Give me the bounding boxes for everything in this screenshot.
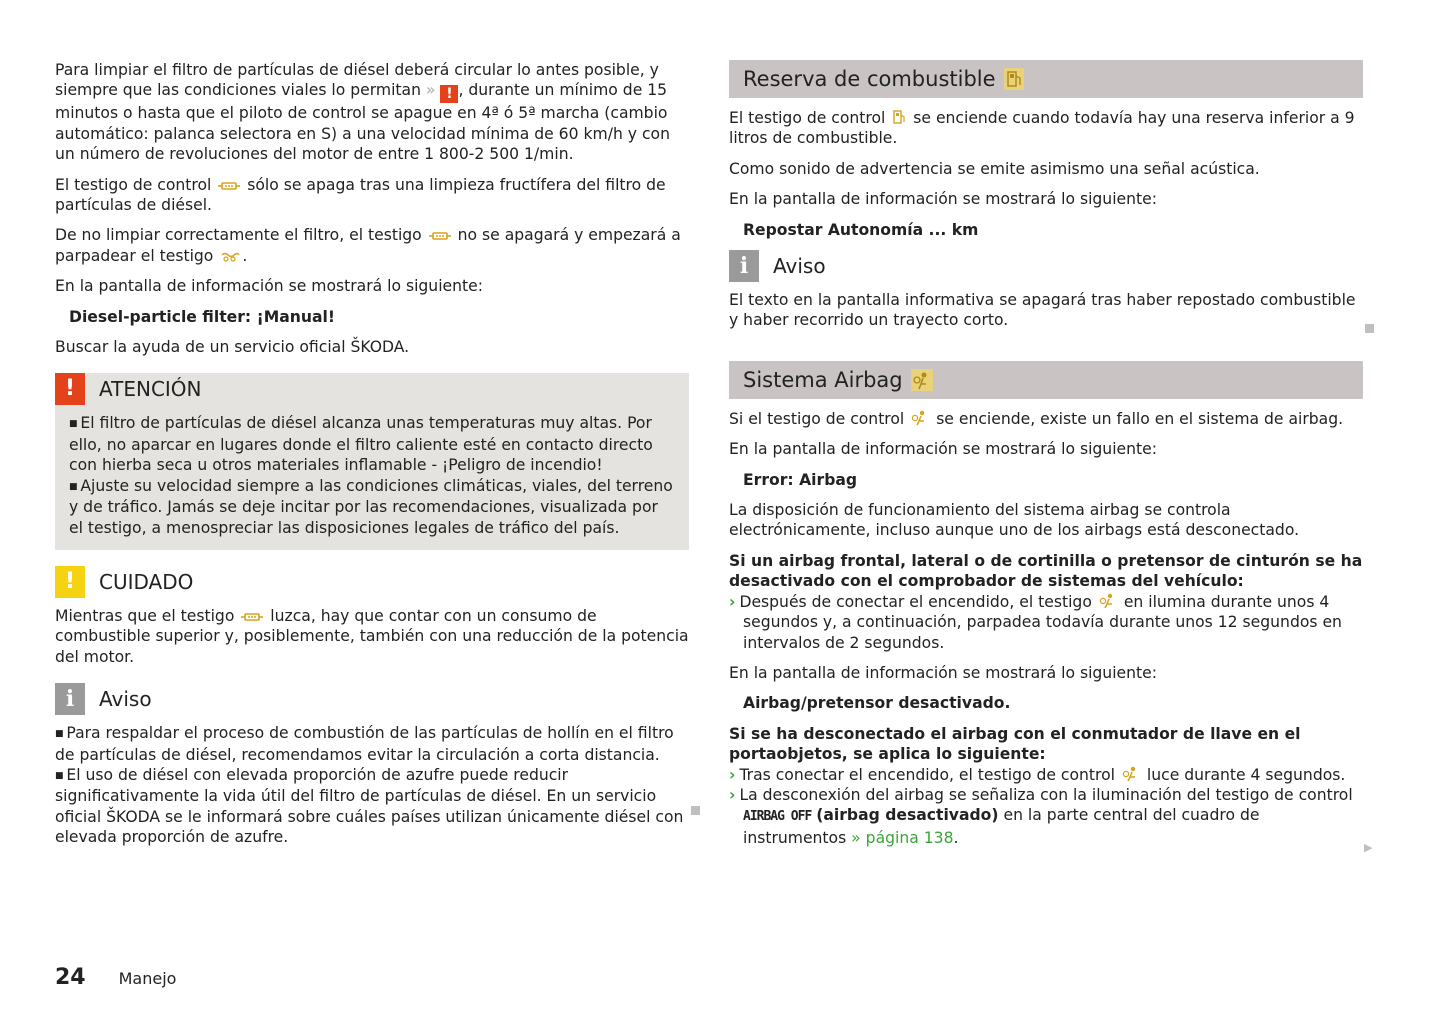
cuidado-title: CUIDADO (99, 569, 194, 594)
chevron-right-icon: › (729, 765, 736, 784)
info-icon: i (55, 683, 85, 715)
step-airbag-off: › La desconexión del airbag se señaliza con la iluminación del testigo de control AIRBAG OFF (airbag desactivado) en la parte central del cuadro de instrumentos » página 138. (729, 785, 1353, 847)
section-title-airbag: Sistema Airbag (743, 367, 903, 392)
paragraph-control-light: El testigo de control sólo se apaga tras una limpieza fructífera del filtro de partículas de diésel. (55, 175, 666, 215)
paragraph-info-display-airbag: En la pantalla de información se mostrará lo siguiente: (729, 440, 1157, 459)
aviso-title-left: Aviso (99, 686, 152, 711)
paragraph-info-display-airbag-2: En la pantalla de información se mostrará lo siguiente: (729, 663, 1157, 682)
airbag-icon (1122, 766, 1140, 782)
aviso-header-right (729, 250, 1363, 282)
paragraph-clean-filter: Para limpiar el filtro de partículas de diésel deberá circular lo antes posible, y siempre que las condiciones viales lo permitan » ! , durante un mínimo de 15 minutos o hasta que el piloto de control se apague en 4ª ó 5ª marcha (cambio automático: palanca selectora en S) a una velocidad mínima de 60 km/h y con un número de revoluciones del motor de entre 1 800-2 500 1/min. (55, 61, 670, 164)
airbag-icon (911, 410, 929, 426)
section-header-fuel-reserve (729, 60, 1363, 98)
page-footer (55, 965, 177, 990)
continue-arrow-icon: ▶ (1364, 841, 1373, 854)
chevron-right-icon: › (729, 592, 736, 611)
diesel-particle-filter-icon (218, 180, 240, 192)
heading-airbag-frontal: Si un airbag frontal, lateral o de cortinilla o pretensor de cinturón se ha desactivado con el comprobador de sistemas del vehículo: (729, 551, 1363, 591)
heading-airbag-key-switch: Si se ha desconectado el airbag con el conmutador de llave en el portaobjetos, se aplica lo siguiente: (729, 724, 1301, 764)
atencion-bullet-1: ■ El filtro de partículas de diésel alcanza unas temperaturas muy altas. Por ello, no aparcar en lugares donde el filtro caliente esté en contacto directo con hierba seca u otros materiales inflamable - ¡Peligro de incendio! (69, 413, 675, 475)
step-airbag-4s: › Tras conectar el encendido, el testigo de control luce durante 4 segundos. (729, 765, 1346, 784)
cuidado-header (55, 566, 689, 598)
paragraph-fuel-light: El testigo de control se enciende cuando todavía hay una reserva inferior a 9 litros de combustible. (729, 109, 1355, 148)
warning-exclamation-icon: ! (440, 85, 458, 103)
atencion-header (55, 373, 675, 405)
paragraph-info-display: En la pantalla de información se mostrará lo siguiente: (55, 277, 483, 296)
page-number: 24 (55, 965, 86, 990)
aviso-box-left (55, 683, 689, 847)
aviso-title-right: Aviso (773, 253, 826, 278)
atencion-body (55, 413, 675, 537)
paragraph-acoustic: Como sonido de advertencia se emite asimismo una señal acústica. (729, 159, 1260, 178)
display-message-airbag-deactivated: Airbag/pretensor desactivado. (743, 694, 1011, 713)
paragraph-incorrect-cleaning: De no limpiar correctamente el filtro, el testigo no se apagará y empezará a parpadear el testigo . (55, 226, 681, 265)
diesel-particle-filter-icon (241, 611, 263, 623)
diesel-particle-filter-icon (429, 230, 451, 242)
paragraph-airbag-light: Si el testigo de control se enciende, existe un fallo en el sistema de airbag. (729, 409, 1344, 428)
aviso-header-left (55, 683, 689, 715)
section-title-fuel-reserve: Reserva de combustible (743, 67, 996, 91)
aviso-bullet-2: ■ El uso de diésel con elevada proporción de azufre puede reducir significativamente la vida útil del filtro de partículas de diésel. En un servicio oficial ŠKODA se le informará sobre cuáles países utilizan únicamente diésel con elevada proporción de azufre. (55, 765, 689, 848)
airbag-off-indicator: AIRBAG OFF (743, 809, 812, 825)
section-end-marker (1365, 324, 1374, 333)
paragraph-info-display-fuel: En la pantalla de información se mostrará lo siguiente: (729, 190, 1157, 209)
cuidado-box (55, 566, 689, 667)
section-header-airbag (729, 361, 1363, 399)
left-column (55, 60, 689, 848)
chevron-right-icon: › (729, 785, 736, 804)
display-message-dpf: Diesel-particle filter: ¡Manual! (69, 307, 335, 326)
fuel-pump-icon (892, 109, 906, 125)
cuidado-text: Mientras que el testigo luzca, hay que contar con un consumo de combustible superior y, posiblemente, también con una reducción de la potencia del motor. (55, 606, 689, 666)
display-message-fuel: Repostar Autonomía ... km (743, 220, 979, 239)
caution-exclamation-icon: ! (55, 566, 85, 598)
chapter-name: Manejo (118, 969, 177, 988)
atencion-bullet-2: ■ Ajuste su velocidad siempre a las condiciones climáticas, viales, del terreno y de tráfico. Jamás se deje incitar por las recomendaciones, visualizada por el testigo, a menospreciar las disposiciones legales de tráfico del país. (69, 476, 675, 538)
paragraph-airbag-electronic: La disposición de funcionamiento del sistema airbag se controla electrónicamente, incluso aunque uno de los airbags está desconectado. (729, 501, 1300, 540)
aviso-bullet-1: ■ Para respaldar el proceso de combustión de las partículas de hollín en el filtro de partículas de diésel, recomendamos evitar la circulación a corta distancia. (55, 723, 689, 765)
airbag-icon (911, 369, 933, 391)
right-column (729, 60, 1363, 848)
step-airbag-ignition: › Después de conectar el encendido, el testigo en ilumina durante unos 4 segundos y, a continuación, parpadea todavía durante unos 12 segundos en intervalos de 2 segundos. (729, 592, 1342, 652)
danger-exclamation-icon: ! (55, 373, 85, 405)
airbag-icon (1099, 593, 1117, 609)
aviso-text-right: El texto en la pantalla informativa se apagará tras haber repostado combustible y haber recorrido un trayecto corto. (729, 291, 1356, 330)
page-reference-link[interactable]: » página 138 (851, 828, 954, 847)
fuel-pump-icon (1004, 68, 1024, 90)
glow-plug-icon (220, 251, 240, 263)
section-end-marker (691, 806, 700, 815)
paragraph-service: Buscar la ayuda de un servicio oficial ŠKODA. (55, 338, 410, 357)
display-message-airbag-error: Error: Airbag (743, 470, 858, 489)
atencion-box (55, 373, 689, 549)
cross-reference-arrow[interactable]: » (425, 81, 436, 100)
atencion-title: ATENCIÓN (99, 377, 202, 402)
info-icon: i (729, 250, 759, 282)
